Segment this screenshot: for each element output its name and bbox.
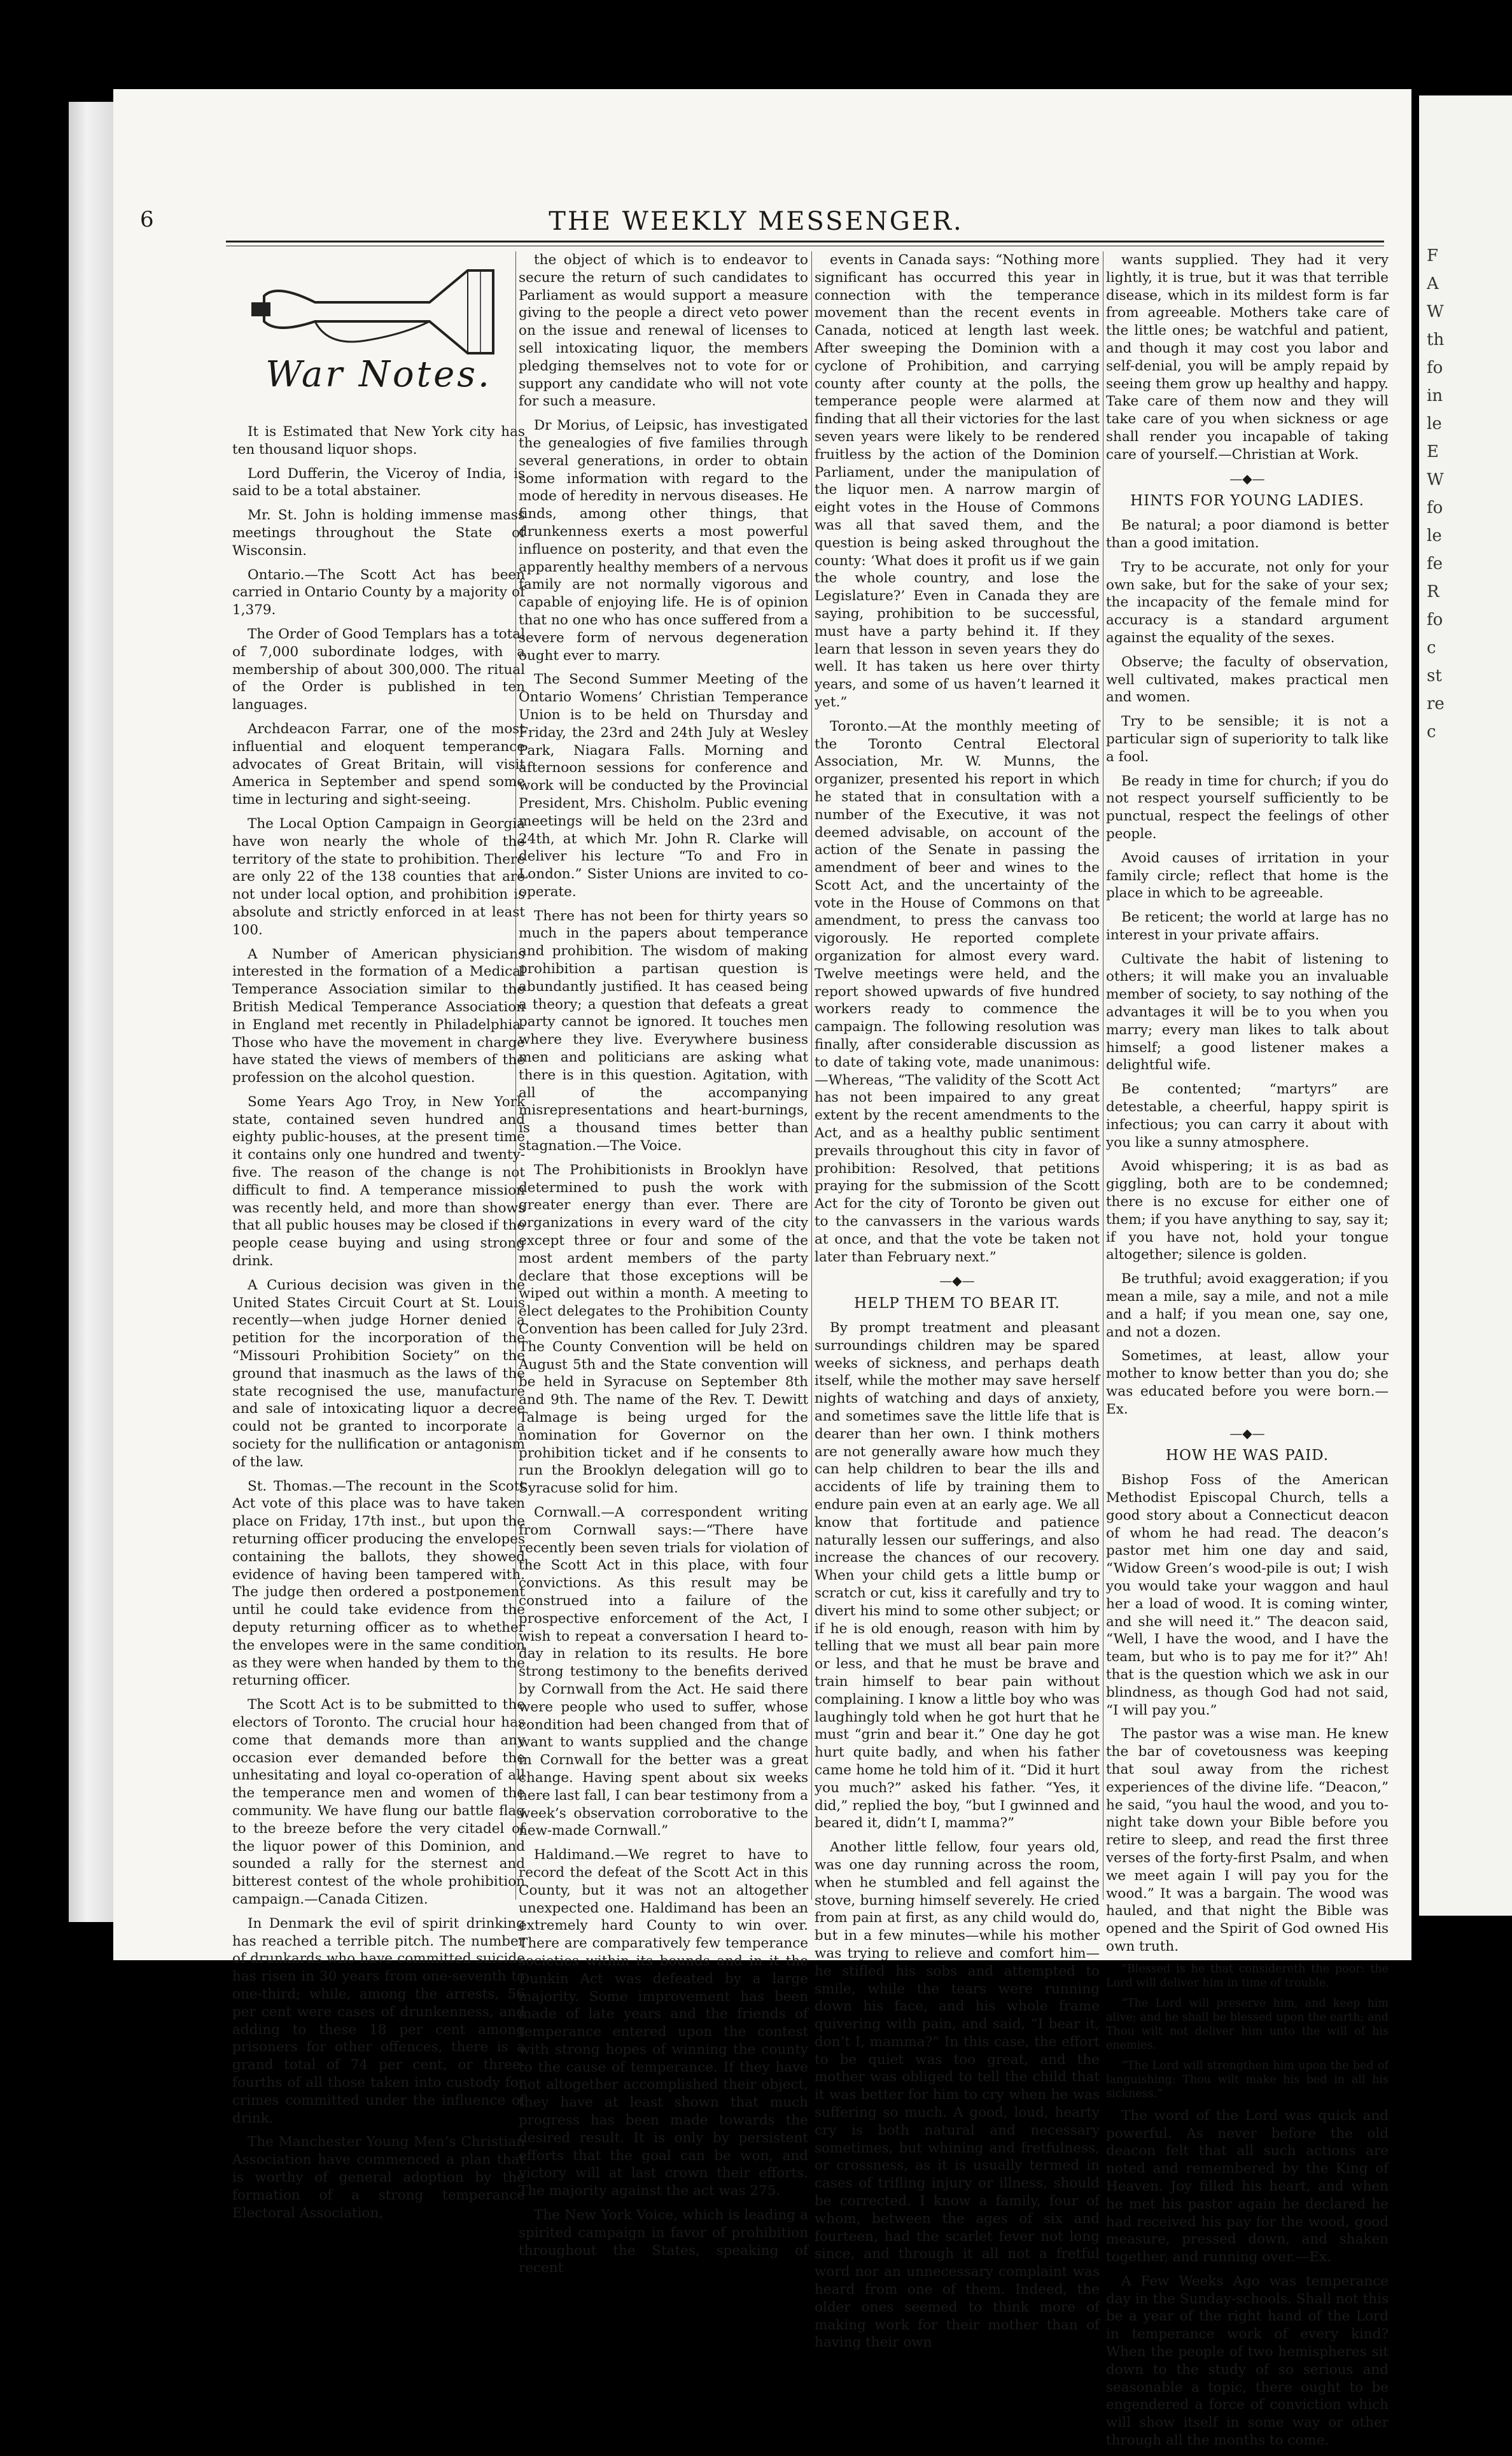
header-rule	[226, 241, 1384, 242]
column-4	[1106, 251, 1389, 2456]
article-paragraph: Be contented; “martyrs” are detestable, a cheerful, happy spirit is infectious; you can carry it about with you like a sunny atmosphere.	[1106, 1081, 1389, 1151]
edge-fragment: fe	[1427, 554, 1443, 573]
edge-fragment: F	[1427, 246, 1439, 265]
edge-fragment: c	[1427, 722, 1436, 741]
edge-fragment: W	[1427, 302, 1444, 321]
column-1	[232, 251, 525, 2228]
article-paragraph: Be reticent; the world at large has no interest in your private affairs.	[1106, 909, 1389, 943]
section-ornament: —◆—	[1229, 470, 1265, 486]
article-paragraph: The word of the Lord was quick and powerful. As never before the old deacon felt that all such actions are noted and remembered by the King of Heaven. Joy filled his heart, and when he met his pastor again he declared he had received his pay for the wood, good measure, pressed down, and shaken together, and running over.—Ex.	[1106, 2107, 1389, 2266]
edge-fragment: st	[1427, 666, 1442, 685]
bugle-icon	[239, 258, 519, 366]
article-paragraph: Observe; the faculty of observation, well cultivated, makes practical men and women.	[1106, 654, 1389, 706]
column-separator	[811, 251, 812, 1900]
war-notes-title: War Notes.	[265, 354, 492, 395]
article-paragraph: Be truthful; avoid exaggeration; if you mean a mile, say a mile, and not a mile and a half; if you mean one, say one, and not a dozen.	[1106, 1271, 1389, 1340]
article-paragraph: The Second Summer Meeting of the Ontario Womens’ Christian Temperance Union is to be held on Thursday and Friday, the 23rd and 24th July at Wesley Park, Niagara Falls. Morning and afternoon sessions for conference and work will be conducted by the Provincial President, Mrs. Chisholm. Public evening meetings will be held on the 23rd and 24th, at which Mr. John R. Clarke will deliver his lecture “To and Fro in London.” Sister Unions are invited to co-operate.	[519, 671, 808, 900]
article-paragraph: Avoid causes of irritation in your family circle; reflect that home is the place in which to be agreeable.	[1106, 850, 1389, 902]
article-paragraph: Archdeacon Farrar, one of the most influential and eloquent temperance advocates of Great Britain, will visit America in September and spend some time in lecturing and sight-seeing.	[232, 720, 525, 808]
article-paragraph: The Manchester Young Men’s Christian Association have commenced a plan that is worthy of general adoption by the formation of a strong temperance Electoral Association,	[232, 2134, 525, 2221]
edge-fragment: in	[1427, 386, 1443, 405]
book-spine	[69, 102, 113, 1922]
article-paragraph: the object of which is to endeavor to secure the return of such candidates to Parliament as would support a measure giving to the people a direct veto power on the issue and renewal of licenses to sell intoxicating liquor, the members pledging themselves not to vote for or support any candidate who will not vote for such a measure.	[519, 252, 808, 410]
article-paragraph: The Scott Act is to be submitted to the electors of Toronto. The crucial hour has come that demands more than any occasion ever demanded before the unhesitating and loyal co-operation of all the temperance men and women of the community. We have flung our battle flag to the breeze before the very citadel of the liquor power of this Dominion, and sounded a rally for the sternest and bitterest contest of the whole prohibition campaign.—Canada Citizen.	[232, 1697, 525, 1907]
article-paragraph: Lord Dufferin, the Viceroy of India, is said to be a total abstainer.	[232, 465, 525, 500]
edge-fragment: le	[1427, 526, 1442, 545]
article-paragraph: Be ready in time for church; if you do not respect yourself sufficiently to be punctual, respect the feelings of other people.	[1106, 773, 1389, 842]
article-paragraph: “The Lord will preserve him, and keep him alive; and he shall be blessed upon the earth; and Thou wilt not deliver him unto the will of his enemies.	[1106, 1996, 1389, 2052]
article-paragraph: The Order of Good Templars has a total of 7,000 subordinate lodges, with a membership of about 300,000. The ritual of the Order is published in ten languages.	[232, 626, 525, 713]
page-number: 6	[140, 207, 154, 232]
article-paragraph: There has not been for thirty years so much in the papers about temperance and prohibition. The wisdom of making prohibition a partisan question is abundantly justified. It has ceased being a theory; a question that defeats a great party cannot be ignored. It touches men where they live. Everywhere business men and politicians are asking what there is in this question. Agitation, with all of the accompanying misrepresentations and heart-burnings, is a thousand times better than stagnation.—The Voice.	[519, 908, 808, 1154]
edge-fragment: fo	[1427, 610, 1443, 629]
section-heading: HOW HE WAS PAID.	[1165, 1447, 1329, 1464]
edge-fragment: W	[1427, 470, 1444, 489]
edge-fragment	[1427, 774, 1512, 802]
article-paragraph: Bishop Foss of the American Methodist Episcopal Church, tells a good story about a Connecticut deacon of whom he had read. The deacon’s pastor met him one day and said, “Widow Green’s wood-pile is out; I wish you would take your waggon and haul her a load of wood. It is coming winter, and she will need it.” The deacon said, “Well, I have the wood, and I have the team, but who is to pay me for it?” Ah! that is the question which we ask in our blindness, as though God had not said, “I will pay you.”	[1106, 1472, 1389, 1718]
article-paragraph: “Blessed is he that considereth the poor: the Lord will deliver him in time of trouble.	[1106, 1962, 1389, 1989]
article-paragraph: Try to be accurate, not only for your own sake, but for the sake of your sex; the incapacity of the female mind for accuracy is a standard argument against the equality of the sexes.	[1106, 559, 1389, 646]
section-heading: HELP THEM TO BEAR IT.	[854, 1295, 1060, 1312]
edge-fragment: th	[1427, 330, 1445, 349]
article-paragraph: wants supplied. They had it very lightly, it is true, but it was that terrible disease, which in its mildest form is far from agreeable. Mothers take care of the little ones; be watchful and patient, and though it may cost you labor and self-denial, you will be amply repaid by seeing them grow up healthy and happy. Take care of them now and they will take care of you when sickness or age shall render you incapable of taking care of yourself.—Christian at Work.	[1106, 252, 1389, 463]
article-paragraph: Haldimand.—We regret to have to record the defeat of the Scott Act in this County, but it was not an altogether unexpected one. Haldimand has been an extremely hard County to win over. There are comparatively few temperance societies within its bounds and in it the Dunkin Act was defeated by a large majority. Some improvement has been made of late years and the friends of temperance entered upon the contest with strong hopes of winning the county to the cause of temperance. If they have not altogether accomplished their object, they have at least shown that much progress has been made towards the desired result. It is only by persistent efforts that the goal can be won, and victory will at last crown their efforts. The majority against the act was 275.	[519, 1847, 808, 2200]
article-paragraph: Cornwall.—A correspondent writing from Cornwall says:—“There have recently been seven trials for violation of the Scott Act in this place, with four convictions. As this result may be construed into a failure of the prospective enforcement of the Act, I wish to repeat a conversation I heard to-day in relation to its results. He bore strong testimony to the benefits derived by Cornwall from the Act. He said there were people who used to suffer, whose condition had been changed from that of want to wants supplied and the change in Cornwall for the better was a great change. Having spent about six weeks here last fall, I can bear testimony from a week’s observation corroborative to the new-made Cornwall.”	[519, 1504, 808, 1839]
article-paragraph: By prompt treatment and pleasant surroundings children may be spared weeks of sickness, and perhaps death itself, while the mother may save herself nights of watching and days of anxiety, and sometimes save the little life that is dearer than her own. I think mothers are not generally aware how much they can help children to bear the ills and accidents of life by training them to endure pain even at an early age. We all know that fortitude and patience naturally lessen our sufferings, and also increase the chances of our recovery. When your child gets a little bump or scratch or cut, kiss it carefully and try to divert his mind to some other subject; or if he is old enough, reason with him by telling that we must all bear pain more or less, and that he must be brave and train himself to bear pain without complaining. I know a little boy who was laughingly told when he got hurt that he must “grin and bear it.” One day he got hurt quite badly, and when his father came home he told him of it. “Did it hurt you much?” asked his father. “Yes, it did,” replied the boy, “but I gwinned and beared it, didn’t I, mamma?”	[815, 1320, 1100, 1832]
article-paragraph: Sometimes, at least, allow your mother to know better than you do; she was educated before you were born.—Ex.	[1106, 1348, 1389, 1417]
edge-fragment	[1427, 746, 1512, 774]
article-paragraph: The Prohibitionists in Brooklyn have determined to push the work with greater energy than ever. There are organizations in every ward of the city except three or four and some of the most ardent members of the party declare that those exceptions will be wiped out within a month. A meeting to elect delegates to the Prohibition County Convention has been called for July 23rd. The County Convention will be held on August 5th and the State convention will be held in Syracuse on September 8th and 9th. The name of the Rev. T. Dewitt Talmage is being urged for the nomination for Governor on the prohibition ticket and if he consents to run the Brooklyn delegation will go to Syracuse solid for him.	[519, 1161, 808, 1497]
article-paragraph: Dr Morius, of Leipsic, has investigated the genealogies of five families through several generations, in order to obtain some information with regard to the mode of heredity in nervous diseases. He finds, among other things, that drunkenness exerts a most powerful influence on posterity, and that even the apparently healthy members of a nervous family are not normally vigorous and capable of enjoying life. He is of opinion that no one who has once suffered from a severe form of nervous degeneration ought ever to marry.	[519, 418, 808, 664]
masthead: THE WEEKLY MESSENGER.	[549, 207, 963, 236]
edge-fragment: fo	[1427, 498, 1443, 517]
column-2	[519, 251, 808, 2284]
article-paragraph: It is Estimated that New York city has ten thousand liquor shops.	[232, 424, 525, 458]
edge-fragment: E	[1427, 442, 1439, 461]
edge-fragment: re	[1427, 694, 1445, 713]
article-paragraph: Be natural; a poor diamond is better than a good imitation.	[1106, 517, 1389, 551]
article-paragraph: Some Years Ago Troy, in New York state, contained seven hundred and eighty public-houses, at the present time it contains only one hundred and twenty-five. The reason of the change is not difficult to find. A temperance mission was recently held, and more than shows that all public houses may be closed if the people cease buying and using strong drink.	[232, 1093, 525, 1270]
adjacent-page-edge	[1419, 95, 1512, 1916]
article-paragraph: Mr. St. John is holding immense mass meetings throughout the State of Wisconsin.	[232, 507, 525, 559]
edge-fragment: le	[1427, 414, 1442, 433]
article-paragraph: Avoid whispering; it is as bad as giggling, both are to be condemned; there is no excuse for either one of them; if you have anything to say, say it; if you have not, hold your tongue altogether; silence is golden.	[1106, 1158, 1389, 1263]
article-paragraph: A Curious decision was given in the United States Circuit Court at St. Louis recently—when judge Horner denied a petition for the incorporation of the “Missouri Prohibition Society” on the ground that inasmuch as the laws of the state recognised the use, manufacture and sale of intoxicating liquor a decree could not be granted to incorporate a society for the nullification or antagonism of the law.	[232, 1277, 525, 1470]
war-notes-heading-block	[232, 258, 525, 423]
article-paragraph: “The Lord will strengthen him upon the bed of languishing: Thou wilt make his bed in all his sickness.”	[1106, 2059, 1389, 2100]
edge-fragment: R	[1427, 582, 1439, 601]
article-paragraph: The New York Voice, which is leading a spirited campaign in favor of prohibition throughout the States, speaking of recent	[519, 2207, 808, 2277]
column-3	[815, 251, 1100, 2358]
article-paragraph: In Denmark the evil of spirit drinking has reached a terrible pitch. The number of drunkards who have committed suicide has risen in 30 years from one-seventh to one-third; while, among the arrests, 56 per cent were cases of drunkenness, and adding to these 18 per cent among prisoners for other offences, there is a grand total of 74 per cent, or three-fourths of all those taken into custody for crimes committed under the influence of drink.	[232, 1915, 525, 2126]
article-paragraph: Toronto.—At the monthly meeting of the Toronto Central Electoral Association, Mr. W. Munns, the organizer, presented his report in which he stated that in consultation with a number of the Executive, it was not deemed advisable, on account of the action of the Senate in passing the amendment of beer and wines to the Scott Act, and the uncertainty of the vote in the House of Commons on that amendment, to press the canvass too vigorously. He reported complete organization for almost every ward. Twelve meetings were held, and the report showed upwards of five hundred workers ready to commence the campaign. The following resolution was finally, after considerable discussion as to date of taking vote, made unanimous:—Whereas, “The validity of the Scott Act has not been impaired to any great extent by the recent amendments to the Act, and as a healthy public sentiment prevails throughout this city in favor of prohibition: Resolved, that petitions praying for the submission of the Scott Act for the city of Toronto be given out to the canvassers in the various wards at once, and that the vote be taken not later than February next.”	[815, 718, 1100, 1265]
section-heading: HINTS FOR YOUNG LADIES.	[1130, 493, 1364, 510]
article-paragraph: events in Canada says: “Nothing more significant has occurred this year in connection with the temperance movement than the recent events in Canada, noticed at length last week. After sweeping the Dominion with a cyclone of Prohibition, and carrying county after county at the polls, the temperance people were alarmed at finding that all their victories for the last seven years were likely to be rendered fruitless by the action of the Dominion Parliament, under the manipulation of the liquor men. A narrow margin of eight votes in the House of Commons was all that saved them, and the question is being asked throughout the county: ‘What does it profit us if we gain the whole country, and lose the Legislature?’ Even in Canada they are saying, prohibition to be successful, must have a party behind it. If they learn that lesson in seven years they do well. It has taken us here over thirty years, and some of us haven’t learned it yet.”	[815, 252, 1100, 710]
article-paragraph: Ontario.—The Scott Act has been carried in Ontario County by a majority of 1,379.	[232, 566, 525, 619]
article-paragraph: Cultivate the habit of listening to others; it will make you an invaluable member of society, to say nothing of the advantages it will be to you when you marry; every man likes to talk about himself; a good listener makes a delightful wife.	[1106, 951, 1389, 1074]
article-paragraph: Another little fellow, four years old, was one day running across the room, when he stumbled and fell against the stove, burning himself severely. He cried from pain at first, as any child would do, but in a few minutes—while his mother was trying to relieve and comfort him—he stifled his sobs and attempted to smile, while the tears were running down his face, and his whole frame quivering with pain, and said, “I bear it, don’t I, mamma?” In this case, the effort to be quiet was too great, and the mother was obliged to tell the child that it was better for him to cry when he was suffering so much. A good, loud, hearty cry is both natural and necessary sometimes, but whining and fretfulness, or crossness, as it is usually termed in cases of trifling injury or illness, should be corrected. I know a family, four of whom, between the ages of six and fourteen, had the scarlet fever not long since, and through it all not a fretful word nor an unnecessary complaint was heard from one of them. Indeed, the older ones seemed to think more of making work for their mother than of having their own	[815, 1839, 1100, 2351]
article-paragraph: Try to be sensible; it is not a particular sign of superiority to talk like a fool.	[1106, 713, 1389, 765]
article-paragraph: The pastor was a wise man. He knew the bar of covetousness was keeping that soul away from the richest experiences of the divine life. “Deacon,” he said, “you haul the wood, and you to-night take down your Bible before you retire to sleep, and read the first three verses of the forty-first Psalm, and when we meet again I will pay you for the wood.” It was a bargain. The wood was hauled, and that night the Bible was opened and the Spirit of God owned His own truth.	[1106, 1726, 1389, 1954]
edge-fragment: A	[1427, 274, 1439, 293]
section-ornament: —◆—	[939, 1273, 975, 1289]
section-ornament: —◆—	[1229, 1425, 1265, 1441]
edge-fragment: c	[1427, 638, 1436, 657]
article-paragraph: A Few Weeks Ago was temperance day in the Sunday-schools. Shall not this be a year of the right hand of the Lord in temperance work of every kind? When the people of two hemispheres sit down to the study of so serious and seasonable a topic, there ought to be engendered a force of conviction which will show itself in some way or other through all the months to come.	[1106, 2273, 1389, 2449]
edge-fragment: fo	[1427, 358, 1443, 377]
article-paragraph: A Number of American physicians interested in the formation of a Medical Temperance Association similar to the British Medical Temperance Association in England met recently in Philadelphia. Those who have the movement in charge have stated the views of members of the profession on the alcohol question.	[232, 946, 525, 1086]
article-paragraph: St. Thomas.—The recount in the Scott Act vote of this place was to have taken place on Friday, 17th inst., but upon the returning officer producing the envelopes containing the ballots, they showed evidence of having been tampered with. The judge then ordered a postponement until he could take evidence from the deputy returning officer as to whether the envelopes were in the same condition as they were when handed by them to the returning officer.	[232, 1478, 525, 1689]
article-paragraph: The Local Option Campaign in Georgia have won nearly the whole of the territory of the state to prohibition. There are only 22 of the 138 counties that are not under local option, and prohibition is absolute and strictly enforced in at least 100.	[232, 815, 525, 938]
